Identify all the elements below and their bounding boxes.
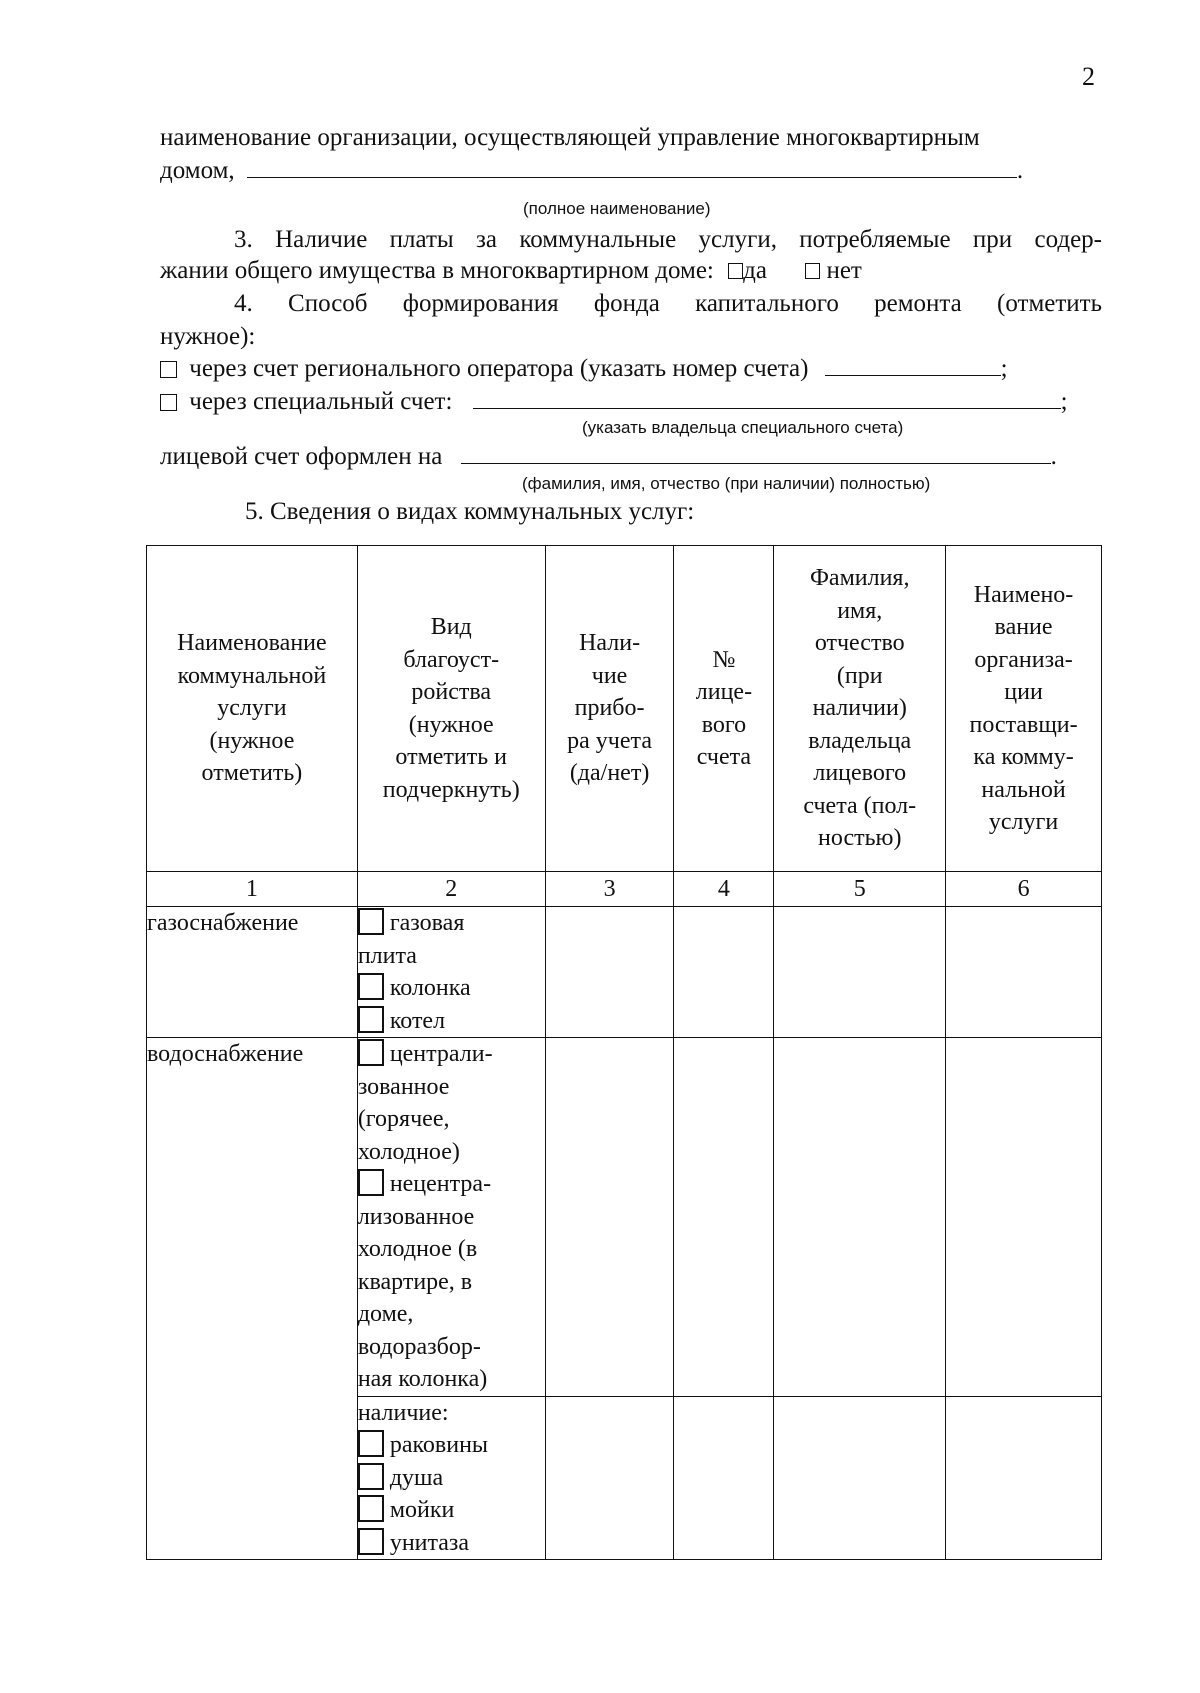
water-owner-cell[interactable] bbox=[774, 1038, 946, 1397]
header-line: счета bbox=[696, 744, 752, 770]
option-checkbox[interactable] bbox=[358, 1528, 384, 1555]
para5-heading: 5. Сведения о видах коммунальных услуг: bbox=[245, 498, 695, 525]
header-line: Нали- bbox=[579, 630, 641, 657]
gas-supplier-cell[interactable] bbox=[946, 907, 1102, 1038]
header-account-number bbox=[674, 546, 774, 872]
column-number: 4 bbox=[674, 872, 774, 907]
option-line bbox=[358, 1136, 545, 1169]
option-line bbox=[358, 972, 545, 1005]
option-line bbox=[358, 1429, 545, 1462]
fixtures-supplier-cell[interactable] bbox=[946, 1396, 1102, 1560]
regional-operator-checkbox[interactable] bbox=[160, 361, 177, 378]
yes-checkbox[interactable] bbox=[728, 263, 743, 279]
header-line: чие bbox=[591, 662, 628, 689]
option-line bbox=[358, 1266, 545, 1299]
page-number: 2 bbox=[1082, 62, 1095, 91]
header-line: услуги bbox=[988, 809, 1059, 835]
header-line: коммунальной bbox=[177, 662, 327, 689]
header-amenity-type bbox=[357, 546, 545, 872]
option-label: котел bbox=[389, 1007, 446, 1034]
header-line: № bbox=[712, 646, 736, 673]
option-label: централи- bbox=[389, 1041, 493, 1067]
column-number: 2 bbox=[357, 872, 545, 907]
special-account-label: через специальный счет: bbox=[189, 388, 453, 415]
header-line: организа- bbox=[974, 646, 1073, 673]
option-line bbox=[358, 1494, 545, 1527]
option-line bbox=[358, 1071, 545, 1104]
option-label: холодное) bbox=[357, 1138, 460, 1165]
header-line: (нужное bbox=[209, 727, 295, 754]
account-holder-field[interactable] bbox=[461, 462, 1051, 464]
fixtures-meter-cell[interactable] bbox=[545, 1396, 674, 1560]
option-checkbox[interactable] bbox=[358, 973, 384, 1000]
header-line: благоуст- bbox=[403, 646, 500, 673]
header-line: счета (пол- bbox=[803, 792, 917, 819]
option-label: мойки bbox=[389, 1497, 455, 1523]
option-label: раковины bbox=[389, 1432, 489, 1458]
account-holder-note: (фамилия, имя, отчество (при наличии) полностью) bbox=[522, 474, 931, 493]
option-line bbox=[358, 1397, 545, 1430]
special-account-note: (указать владельца специального счета) bbox=[582, 418, 904, 437]
option-line bbox=[358, 1363, 545, 1396]
gas-account-cell[interactable] bbox=[674, 907, 774, 1038]
fixtures-owner-cell[interactable] bbox=[774, 1396, 946, 1560]
option-line bbox=[358, 1462, 545, 1495]
header-line: ройства bbox=[411, 679, 492, 705]
special-account-owner-field[interactable] bbox=[473, 407, 1061, 409]
option-label: холодное (в bbox=[357, 1236, 478, 1262]
header-line: (да/нет) bbox=[569, 760, 650, 787]
option-checkbox[interactable] bbox=[358, 1463, 384, 1490]
org-name-field[interactable] bbox=[247, 176, 1017, 178]
option-label: газовая bbox=[389, 910, 465, 936]
option-checkbox[interactable] bbox=[358, 908, 384, 935]
option-line bbox=[358, 1005, 545, 1038]
gas-options-cell bbox=[357, 907, 545, 1038]
option-label: душа bbox=[389, 1464, 444, 1491]
gas-meter-cell[interactable] bbox=[545, 907, 674, 1038]
gas-owner-cell[interactable] bbox=[774, 907, 946, 1038]
account-holder-row bbox=[160, 443, 1102, 471]
option-line bbox=[358, 1201, 545, 1234]
header-meter bbox=[545, 546, 674, 872]
option-checkbox[interactable] bbox=[358, 1430, 384, 1457]
header-line: прибо- bbox=[574, 695, 645, 722]
header-line: отметить) bbox=[201, 760, 303, 787]
water-account-cell[interactable] bbox=[674, 1038, 774, 1397]
option-line bbox=[358, 1168, 545, 1201]
para4-line-2: нужное): bbox=[160, 323, 256, 350]
org-line-2 bbox=[160, 157, 1102, 185]
header-line: лице- bbox=[695, 679, 753, 705]
header-line: ции bbox=[1004, 679, 1043, 705]
option-label: квартире, в bbox=[357, 1268, 473, 1295]
column-number: 6 bbox=[946, 872, 1102, 907]
column-number: 3 bbox=[545, 872, 674, 907]
org-note: (полное наименование) bbox=[523, 199, 711, 218]
option-label: нецентра- bbox=[389, 1171, 492, 1197]
option-line bbox=[358, 907, 545, 940]
header-line: ра учета bbox=[567, 727, 652, 754]
header-line: владельца bbox=[808, 727, 912, 754]
option-label: доме, bbox=[357, 1301, 414, 1327]
utilities-table bbox=[146, 545, 1102, 1560]
column-number-row bbox=[147, 872, 1102, 907]
header-line: ка комму- bbox=[973, 744, 1074, 770]
option-line bbox=[358, 1103, 545, 1136]
header-line: Фамилия, bbox=[809, 565, 910, 592]
water-supplier-cell[interactable] bbox=[946, 1038, 1102, 1397]
org-prefix: домом, bbox=[160, 157, 235, 184]
option-checkbox[interactable] bbox=[358, 1039, 384, 1066]
water-meter-cell[interactable] bbox=[545, 1038, 674, 1397]
option-line bbox=[358, 1331, 545, 1364]
header-line: Вид bbox=[430, 614, 472, 640]
gas-service-cell: газоснабжение bbox=[147, 907, 358, 1038]
table-row-water bbox=[147, 1038, 1102, 1397]
column-number: 5 bbox=[774, 872, 946, 907]
header-line: отметить и bbox=[395, 744, 508, 770]
option-label: плита bbox=[357, 942, 417, 969]
account-holder-label: лицевой счет оформлен на bbox=[160, 443, 443, 470]
option-checkbox[interactable] bbox=[358, 1495, 384, 1522]
water-service-cell: водоснабжение bbox=[147, 1038, 358, 1560]
regional-semicolon: ; bbox=[1000, 355, 1008, 382]
header-line: лицевого bbox=[813, 760, 907, 787]
option-label: водоразбор- bbox=[357, 1333, 481, 1360]
table-header-row bbox=[147, 546, 1102, 872]
column-number: 1 bbox=[147, 872, 358, 907]
header-line: наличии) bbox=[812, 695, 907, 722]
option-checkbox[interactable] bbox=[358, 1006, 384, 1033]
header-line: Наимено- bbox=[973, 581, 1074, 608]
account-end-punct: . bbox=[1050, 443, 1057, 470]
header-line: поставщи- bbox=[969, 711, 1078, 738]
option-label: (горячее, bbox=[357, 1106, 450, 1132]
option-label: зованное bbox=[357, 1073, 450, 1100]
table-row-gas bbox=[147, 907, 1102, 1038]
para3-line-1: 3. Наличие платы за коммунальные услуги, потребляемые при содер- bbox=[234, 226, 1102, 253]
special-semicolon: ; bbox=[1060, 388, 1068, 415]
option-line bbox=[358, 1038, 545, 1071]
header-line: (нужное bbox=[408, 711, 494, 738]
header-line: подчеркнуть) bbox=[382, 776, 520, 803]
option-label: лизованное bbox=[357, 1203, 475, 1230]
option-label: колонка bbox=[389, 975, 471, 1001]
fixtures-options-cell bbox=[357, 1396, 545, 1560]
option-line bbox=[358, 1527, 545, 1560]
fixtures-account-cell[interactable] bbox=[674, 1396, 774, 1560]
header-line: вание bbox=[994, 614, 1053, 640]
option-label: унитаза bbox=[389, 1529, 470, 1556]
header-line: ностью) bbox=[818, 825, 902, 852]
no-checkbox[interactable] bbox=[805, 263, 820, 279]
regional-operator-label: через счет регионального оператора (указать номер счета) bbox=[189, 355, 809, 382]
water-options-cell bbox=[357, 1038, 545, 1397]
org-line-1: наименование организации, осуществляющей управление многоквартирным bbox=[160, 124, 980, 151]
option-label: наличие: bbox=[357, 1399, 449, 1426]
header-line: (при bbox=[836, 662, 883, 689]
para4-line-1: 4. Способ формирования фонда капитального ремонта (отметить bbox=[234, 290, 1102, 317]
option-line bbox=[358, 1298, 545, 1331]
yes-label: да bbox=[743, 257, 767, 284]
no-label: нет bbox=[826, 257, 862, 284]
header-line: Наименование bbox=[177, 630, 327, 657]
regional-operator-row bbox=[160, 355, 1102, 383]
org-end-punct: . bbox=[1016, 157, 1024, 184]
header-line: услуги bbox=[217, 695, 287, 722]
option-line bbox=[358, 940, 545, 973]
header-line: имя, bbox=[837, 597, 883, 624]
header-line: отчество bbox=[814, 630, 905, 657]
special-account-row bbox=[160, 388, 1102, 416]
option-label: ная колонка) bbox=[357, 1366, 488, 1392]
header-line: нальной bbox=[981, 776, 1066, 803]
para3-text: жании общего имущества в многоквартирном доме: bbox=[160, 257, 714, 284]
option-line bbox=[358, 1233, 545, 1266]
option-checkbox[interactable] bbox=[358, 1169, 384, 1196]
header-line: вого bbox=[701, 711, 747, 738]
header-supplier bbox=[946, 546, 1102, 872]
account-number-field[interactable] bbox=[825, 374, 1001, 376]
header-owner-name bbox=[774, 546, 946, 872]
para3-line-2 bbox=[160, 257, 1102, 285]
special-account-checkbox[interactable] bbox=[160, 394, 177, 411]
header-service-name bbox=[147, 546, 358, 872]
